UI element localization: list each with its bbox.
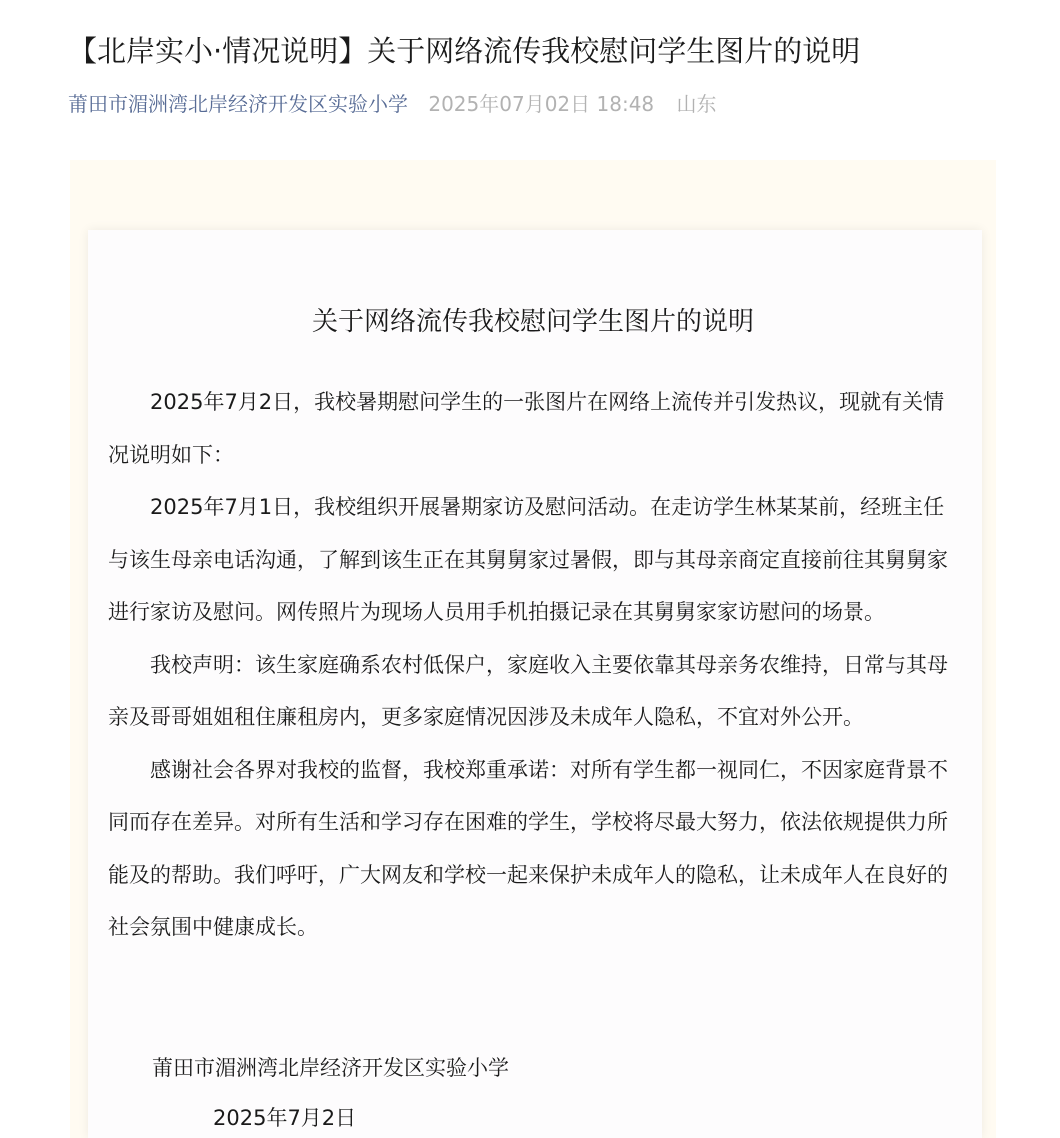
document-body	[108, 376, 958, 954]
publish-location: 山东	[676, 92, 717, 116]
document-paragraph: 感谢社会各界对我校的监督，我校郑重承诺：对所有学生都一视同仁，不因家庭背景不同而存在差异。对所有生活和学习存在困难的学生，学校将尽最大努力，依法依规提供力所能及的帮助。我们呼吁，广大网友和学校一起来保护未成年人的隐私，让未成年人在良好的社会氛围中健康成长。	[108, 757, 948, 939]
document-paragraph: 2025年7月2日，我校暑期慰问学生的一张图片在网络上流传并引发热议，现就有关情况说明如下：	[108, 390, 945, 467]
publish-datetime: 2025年07月02日 18:48	[428, 92, 655, 116]
article-title: 【北岸实小·情况说明】关于网络流传我校慰问学生图片的说明	[68, 34, 861, 68]
document-sign-date: 2025年7月2日	[213, 1106, 357, 1130]
document-paragraph: 2025年7月1日，我校组织开展暑期家访及慰问活动。在走访学生林某某前，经班主任与该生母亲电话沟通，了解到该生正在其舅舅家过暑假，即与其母亲商定直接前往其舅舅家进行家访及慰问。网传照片为现场人员用手机拍摄记录在其舅舅家家访慰问的场景。	[108, 495, 948, 624]
account-name-link[interactable]: 莆田市湄洲湾北岸经济开发区实验小学	[68, 92, 408, 116]
document-paragraph: 我校声明：该生家庭确系农村低保户，家庭收入主要依靠其母亲务农维持，日常与其母亲及哥哥姐姐租住廉租房内，更多家庭情况因涉及未成年人隐私，不宜对外公开。	[108, 652, 948, 729]
article-meta	[68, 86, 717, 122]
document-title: 关于网络流传我校慰问学生图片的说明	[311, 307, 754, 337]
document-signature: 莆田市湄洲湾北岸经济开发区实验小学	[152, 1056, 509, 1080]
